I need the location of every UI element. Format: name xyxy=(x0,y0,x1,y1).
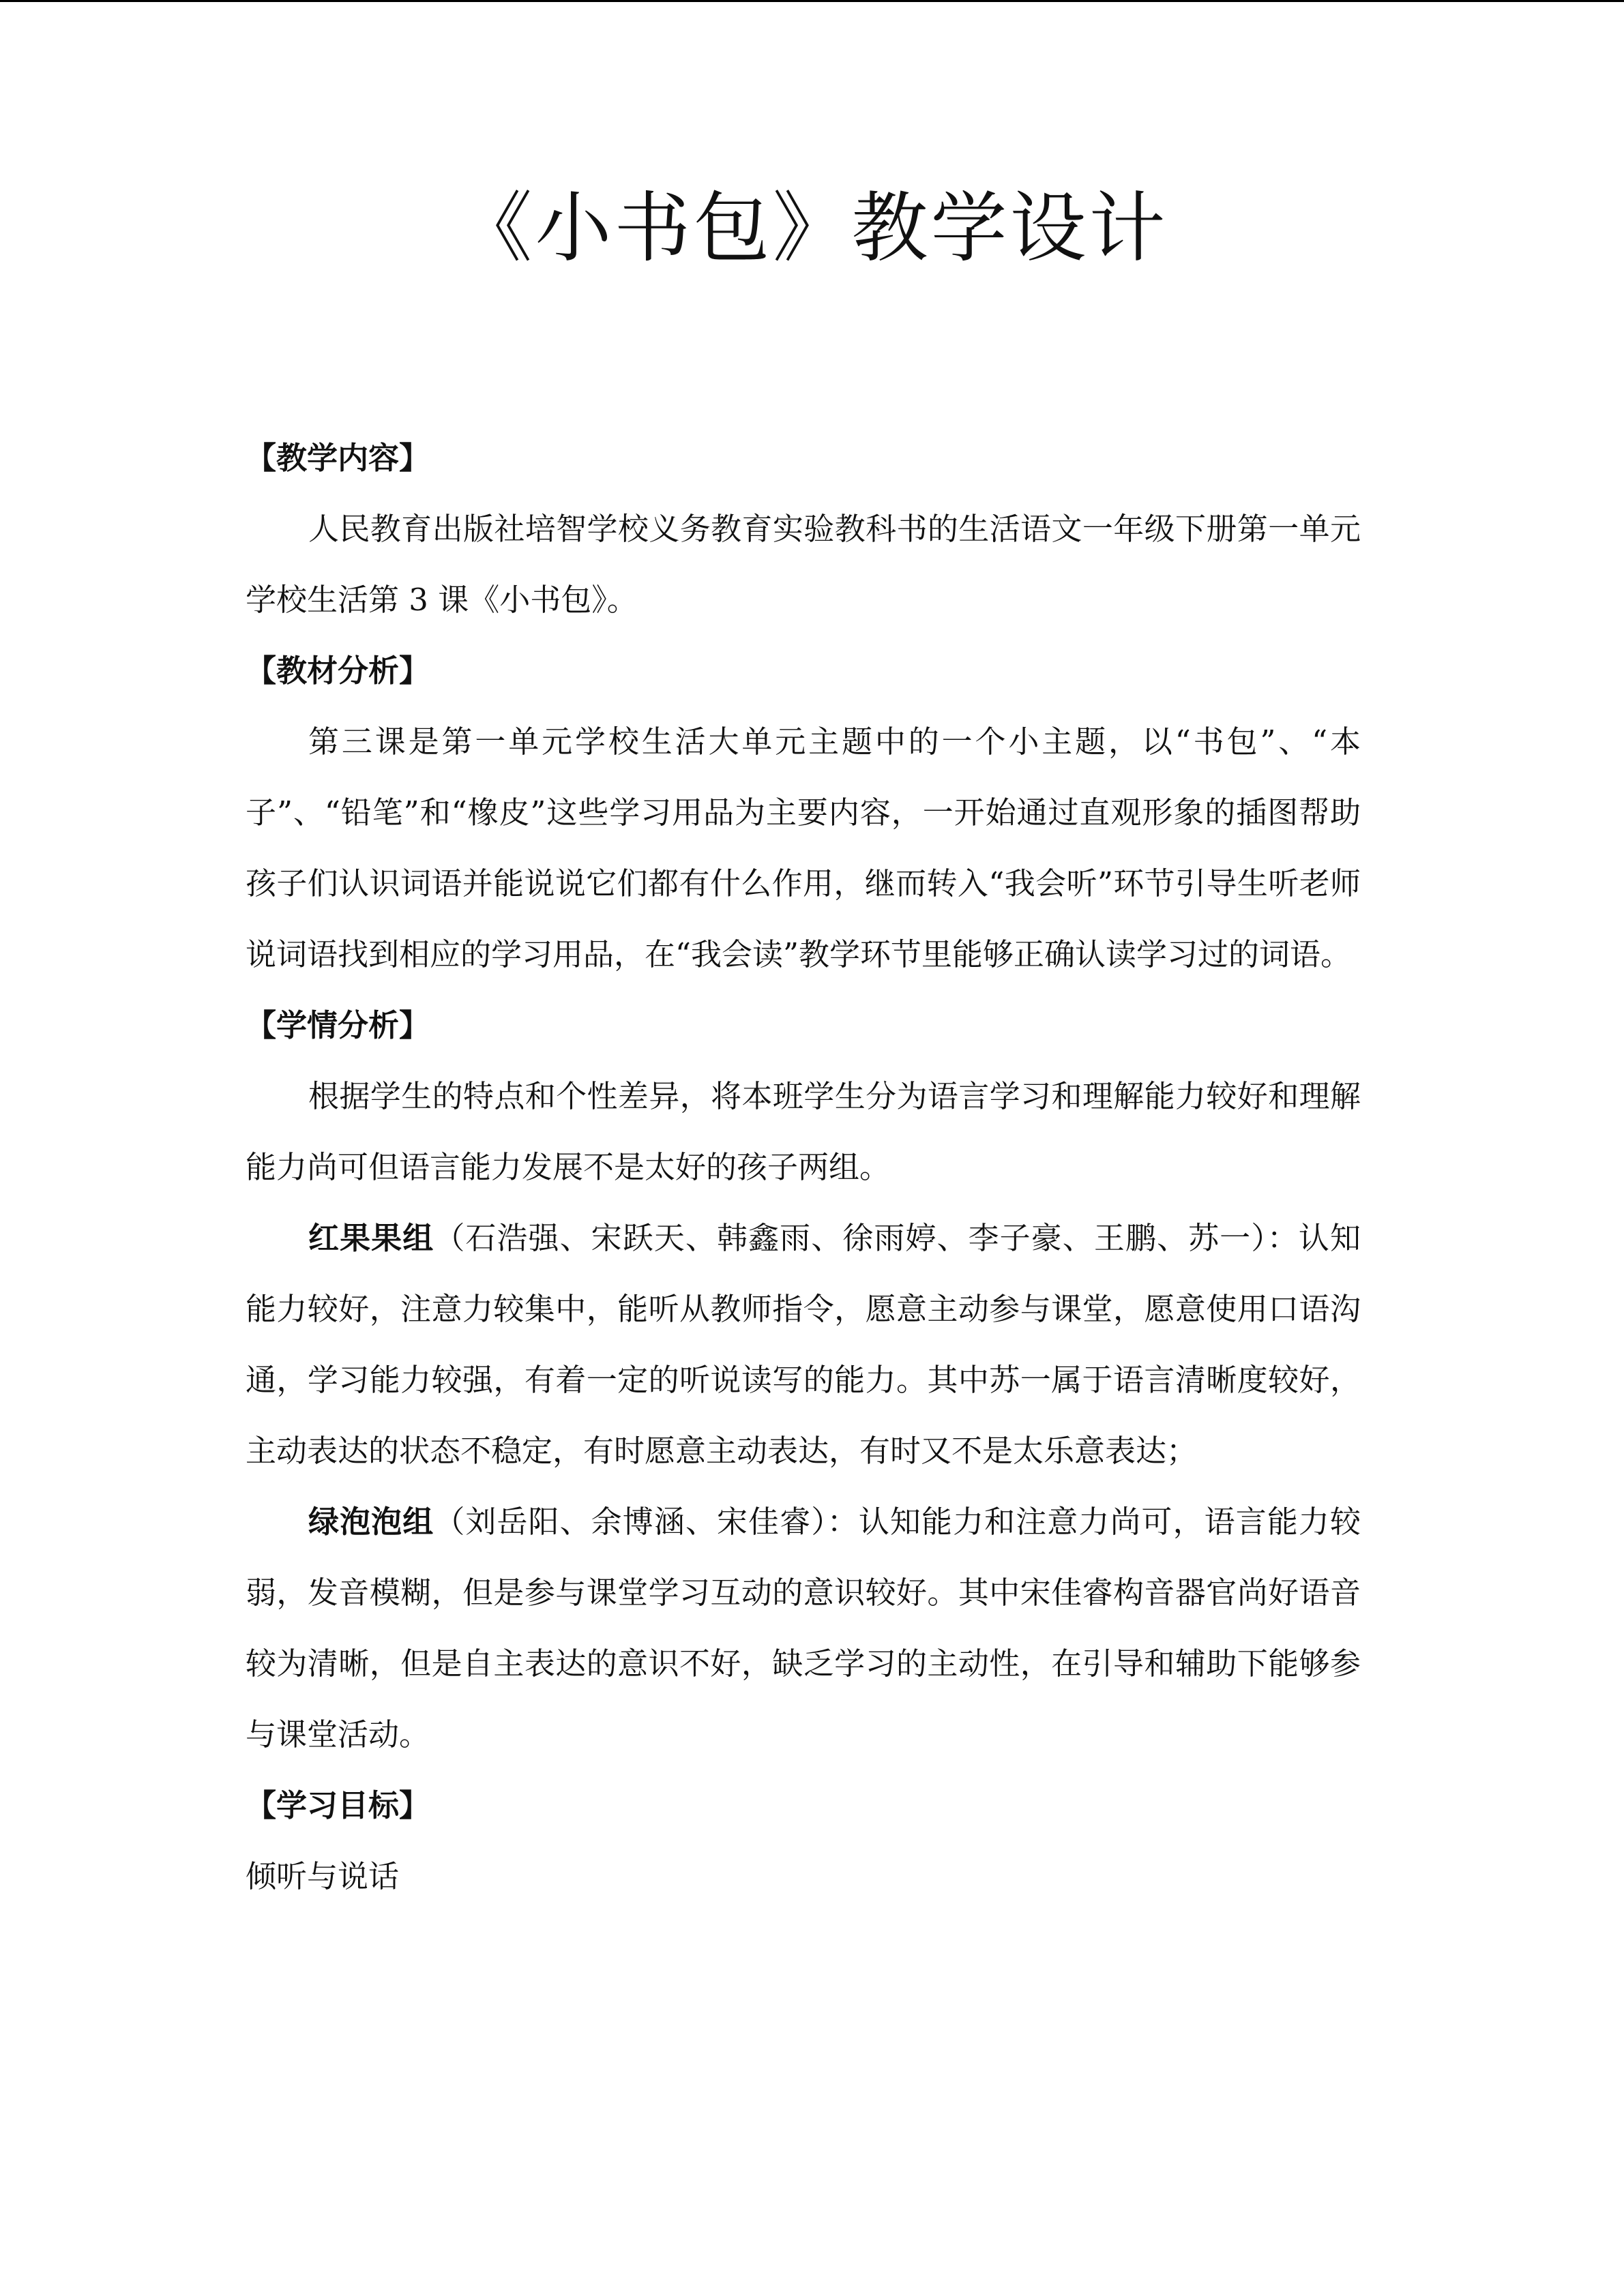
group-red-paragraph xyxy=(246,1203,1361,1487)
teaching-content-paragraph: 人民教育出版社培智学校义务教育实验教科书的生活语文一年级下册第一单元学校生活第 3 课《小书包》。 xyxy=(246,511,1361,618)
section-heading-learning-goals: 【学习目标】 xyxy=(246,1787,430,1823)
group-green-description: （刘岳阳、余博涵、宋佳睿）：认知能力和注意力尚可，语言能力较弱，发音模糊，但是参与课堂学习互动的意识较好。其中宋佳睿构音器官尚好语音较为清晰，但是自主表达的意识不好，缺乏学习的主动性，在引导和辅助下能够参与课堂活动。 xyxy=(246,1504,1361,1753)
learning-goal-item: 倾听与说话 xyxy=(246,1858,400,1894)
section-heading-student-analysis: 【学情分析】 xyxy=(246,1007,430,1043)
group-green-name: 绿泡泡组 xyxy=(308,1504,434,1540)
document-body xyxy=(246,423,1361,1912)
group-red-name: 红果果组 xyxy=(308,1220,434,1256)
group-red-description: （石浩强、宋跃天、韩鑫雨、徐雨婷、李子豪、王鹏、苏一）：认知能力较好，注意力较集中，能听从教师指令，愿意主动参与课堂，愿意使用口语沟通，学习能力较强，有着一定的听说读写的能力。其中苏一属于语言清晰度较好，主动表达的状态不稳定，有时愿意主动表达，有时又不是太乐意表达； xyxy=(246,1220,1361,1469)
document-title: 《小书包》教学设计 xyxy=(456,184,1168,273)
material-analysis-paragraph: 第三课是第一单元学校生活大单元主题中的一个小主题，以“书包”、“本子”、“铅笔”和“橡皮”这些学习用品为主要内容，一开始通过直观形象的插图帮助孩子们认识词语并能说说它们都有什么作用，继而转入“我会听”环节引导生听老师说词语找到相应的学习用品，在“我会读”教学环节里能够正确认读学习过的词语。 xyxy=(246,724,1361,972)
section-heading-material-analysis: 【教材分析】 xyxy=(246,653,430,689)
section-heading-teaching-content: 【教学内容】 xyxy=(246,440,430,476)
top-border-line xyxy=(0,0,1624,2)
student-analysis-intro: 根据学生的特点和个性差异，将本班学生分为语言学习和理解能力较好和理解能力尚可但语言能力发展不是太好的孩子两组。 xyxy=(246,1078,1361,1185)
group-green-paragraph xyxy=(246,1487,1361,1770)
